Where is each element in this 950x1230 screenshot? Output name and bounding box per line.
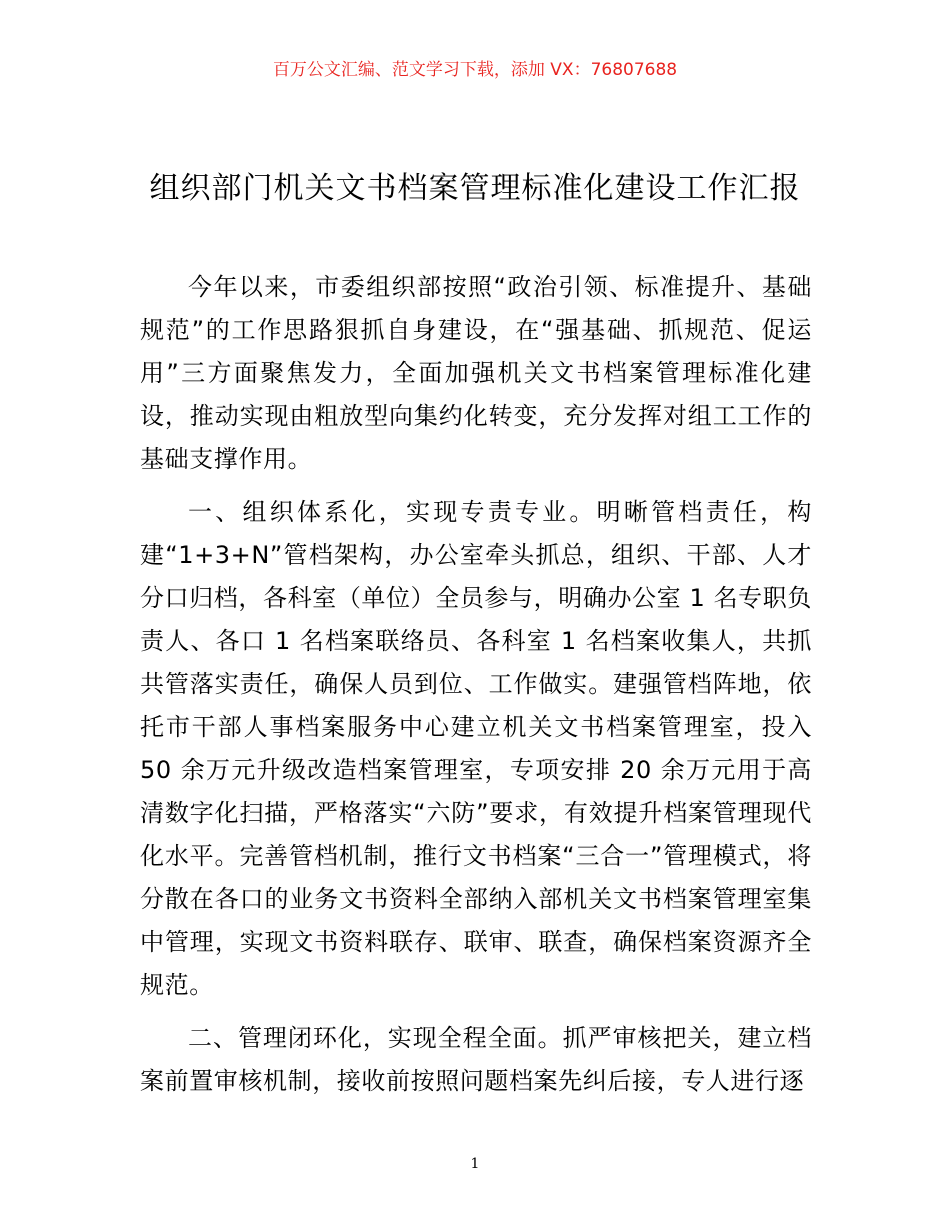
document-body — [140, 266, 812, 1113]
paragraph-section-1: 一、组织体系化，实现专责专业。明晰管档责任，构建“1+3+N”管档架构，办公室牵头抓总，组织、干部、人才分口归档，各科室（单位）全员参与，明确办公室 1 名专职负责人、各口 1 名档案联络员、各科室 1 名档案收集人，共抓共管落实责任，确保人员到位、工作做实。建强管档阵地，依托市干部人事档案服务中心建立机关文书档案管理室，投入 50 余万元升级改造档案管理室，专项安排 20 余万元用于高清数字化扫描，严格落实“六防”要求，有效提升档案管理现代化水平。完善管档机制，推行文书档案“三合一”管理模式，将分散在各口的业务文书资料全部纳入部机关文书档案管理室集中管理，实现文书资料联存、联审、联查，确保档案资源齐全规范。 — [140, 498, 812, 999]
paragraph-intro: 今年以来，市委组织部按照“政治引领、标准提升、基础规范”的工作思路狠抓自身建设，在“强基础、抓规范、促运用”三方面聚焦发力，全面加强机关文书档案管理标准化建设，推动实现由粗放型向集约化转变，充分发挥对组工工作的基础支撑作用。 — [140, 273, 812, 473]
page-number: 1 — [470, 1156, 480, 1172]
promo-header: 百万公文汇编、范文学习下载，添加 VX：76807688 — [272, 60, 678, 80]
page-title: 组织部门机关文书档案管理标准化建设工作汇报 — [149, 171, 801, 206]
paragraph-section-2: 二、管理闭环化，实现全程全面。抓严审核把关，建立档案前置审核机制，接收前按照问题档案先纠后接，专人进行逐 — [140, 1024, 812, 1095]
